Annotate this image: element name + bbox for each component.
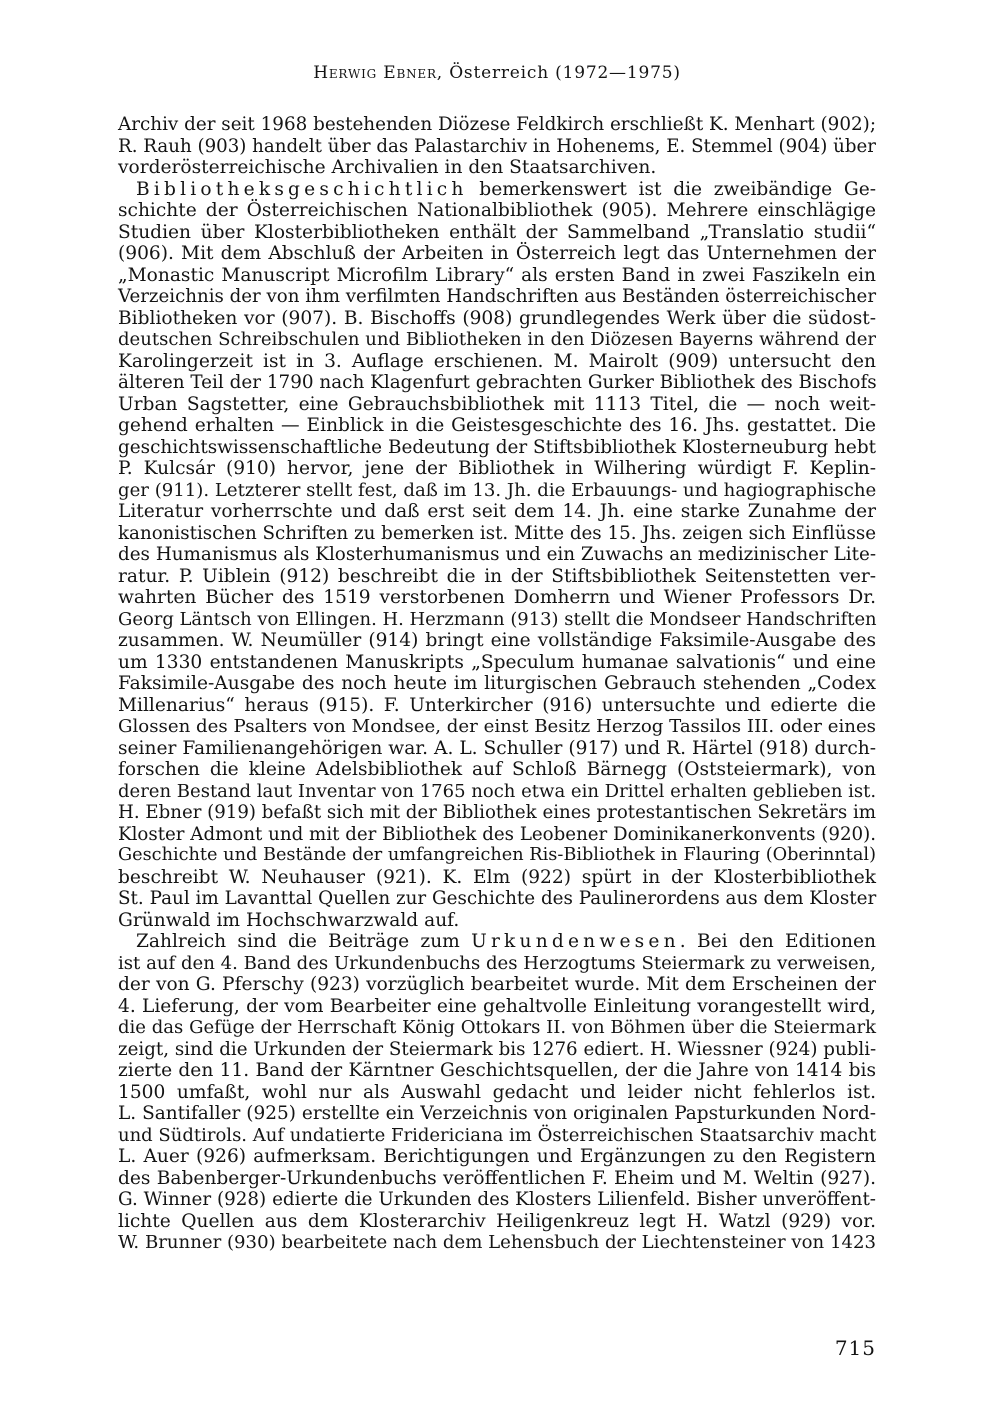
text-line: H. Ebner (919) befaßt sich mit der Bibliothek eines protestantischen Sekretärs im — [118, 802, 876, 823]
running-head-author: Herwig Ebner — [313, 63, 437, 83]
text-line: ist auf den 4. Band des Urkundenbuchs des Herzogtums Steiermark zu verweisen, — [118, 952, 876, 974]
text-line: die das Gefüge der Herrschaft König Ottokars II. von Böhmen über die Steiermark — [118, 1017, 876, 1038]
text-line: zusammen. W. Neumüller (914) bringt eine vollständige Faksimile-Ausgabe des — [118, 630, 876, 651]
text-line: um 1330 entstandenen Manuskripts „Speculum humanae salvationis“ und eine — [118, 651, 876, 673]
text-line: 1500 umfaßt, wohl nur als Auswahl gedacht und leider nicht fehlerlos ist. — [118, 1081, 876, 1103]
text-line: Urban Sagstetter, eine Gebrauchsbibliothek mit 1113 Titel, die — noch weit- — [118, 393, 876, 415]
text-line: deren Bestand laut Inventar von 1765 noch etwa ein Drittel erhalten geblieben ist. — [118, 780, 877, 802]
text-line: kanonistischen Schriften zu bemerken ist. Mitte des 15. Jhs. zeigen sich Einflüsse — [118, 522, 876, 544]
text-line: L. Auer (926) aufmerksam. Berichtigungen und Ergänzungen zu den Registern — [118, 1146, 876, 1167]
paragraph-archives — [118, 114, 876, 179]
paragraph-library-history — [118, 179, 876, 932]
running-head-title: , Österreich (1972—1975) — [436, 63, 681, 83]
text-line: (906). Mit dem Abschluß der Arbeiten in Österreich legt das Unternehmen der — [118, 243, 876, 264]
text-line: ratur. P. Uiblein (912) beschreibt die in der Stiftsbibliothek Seitenstetten ver- — [118, 565, 876, 587]
text-line: des Humanismus als Klosterhumanismus und ein Zuwachs an medizinischer Lite- — [118, 544, 876, 565]
text-line: des Babenberger-Urkundenbuchs veröffentlichen F. Eheim und M. Weltin (927). — [118, 1167, 876, 1189]
text-line: älteren Teil der 1790 nach Klagenfurt gebrachten Gurker Bibliothek des Bischofs — [118, 372, 877, 393]
text-line: und Südtirols. Auf undatierte Fridericiana im Österreichischen Staatsarchiv macht — [118, 1124, 877, 1146]
text-line: vorderösterreichische Archivalien in den Staatsarchiven. — [118, 157, 657, 178]
text-line: Studien über Klosterbibliotheken enthält der Sammelband „Translatio studii“ — [118, 221, 876, 243]
text-line: W. Brunner (930) bearbeitete nach dem Lehensbuch der Liechtensteiner von 1423 — [118, 1232, 876, 1253]
text-line: zeigt, sind die Urkunden der Steiermark bis 1276 ediert. H. Wiessner (924) publi- — [118, 1038, 877, 1060]
text-line: deutschen Schreibschulen und Bibliotheken in den Diözesen Bayerns während der — [118, 329, 876, 350]
text-line: L. Santifaller (925) erstellte ein Verzeichnis von originalen Papsturkunden Nord- — [118, 1103, 876, 1124]
text-line: Georg Läntsch von Ellingen. H. Herzmann (913) stellt die Mondseer Handschriften — [118, 608, 877, 630]
text-line: ger (911). Letzterer stellt fest, daß im 13. Jh. die Erbauungs- und hagiographische — [118, 479, 877, 501]
text-line: Bibliotheken vor (907). B. Bischoffs (908) grundlegendes Werk über die südost- — [118, 307, 876, 329]
text-line: Faksimile-Ausgabe des noch heute im liturgischen Gebrauch stehenden „Codex — [118, 673, 876, 694]
text-line: R. Rauh (903) handelt über das Palastarchiv in Hohenems, E. Stemmel (904) über — [118, 135, 876, 157]
text-line: geschichtswissenschaftliche Bedeutung der Stiftsbibliothek Klosterneuburg hebt — [118, 436, 876, 458]
page-number: 715 — [834, 1336, 876, 1360]
text-line: St. Paul im Lavanttal Quellen zur Geschichte des Paulinerordens aus dem Kloster — [118, 888, 877, 909]
running-head — [118, 63, 876, 83]
text-line: Karolingerzeit ist in 3. Auflage erschienen. M. Mairolt (909) untersucht den — [118, 350, 876, 372]
text-line: Zahlreich sind die Beiträge zum Urkundenwesen. Bei den Editionen — [136, 931, 876, 952]
spaced-keyword: Urkundenwesen — [471, 931, 680, 952]
text-line: Archiv der seit 1968 bestehenden Diözese Feldkirch erschließt K. Menhart (902); — [118, 114, 876, 135]
text-line: „Monastic Manuscript Microfilm Library“ als ersten Band in zwei Faszikeln ein — [118, 264, 876, 286]
text-line: Geschichte und Bestände der umfangreichen Ris-Bibliothek in Flauring (Oberinntal) — [118, 845, 876, 865]
text-line: 4. Lieferung, der vom Bearbeiter eine gehaltvolle Einleitung vorangestellt wird, — [118, 995, 876, 1017]
text-line: lichte Quellen aus dem Klosterarchiv Heiligenkreuz legt H. Watzl (929) vor. — [118, 1210, 876, 1232]
text-line: beschreibt W. Neuhauser (921). K. Elm (922) spürt in der Klosterbibliothek — [118, 866, 876, 888]
text-line: G. Winner (928) edierte die Urkunden des Klosters Lilienfeld. Bisher unveröffent- — [118, 1189, 876, 1210]
text-line: gehend erhalten — Einblick in die Geistesgeschichte des 16. Jhs. gestattet. Die — [118, 415, 876, 436]
text-line: der von G. Pferschy (923) vorzüglich bearbeitet wurde. Mit dem Erscheinen der — [118, 974, 876, 995]
text-line: Literatur vorherrschte und daß erst seit dem 14. Jh. eine starke Zunahme der — [118, 501, 876, 522]
text-line: Glossen des Psalters von Mondsee, der einst Besitz Herzog Tassilos III. oder eines — [118, 716, 876, 737]
text-line: Verzeichnis der von ihm verfilmten Handschriften aus Beständen österreichischer — [118, 286, 877, 307]
text-line: Grünwald im Hochschwarzwald auf. — [118, 909, 460, 931]
text-line: schichte der Österreichischen Nationalbibliothek (905). Mehrere einschlägige — [118, 200, 876, 221]
text-line: Millenarius“ heraus (915). F. Unterkircher (916) untersuchte und edierte die — [118, 694, 876, 716]
text-line: zierte den 11. Band der Kärntner Geschichtsquellen, der die Jahre von 1414 bis — [118, 1060, 876, 1081]
text-line: Kloster Admont und mit der Bibliothek des Leobener Dominikanerkonvents (920). — [118, 823, 876, 845]
paragraph-charters — [118, 931, 876, 1254]
text-line: seiner Familienangehörigen war. A. L. Schuller (917) und R. Härtel (918) durch- — [118, 737, 876, 759]
text-line: forschen die kleine Adelsbibliothek auf Schloß Bärnegg (Oststeiermark), von — [118, 759, 876, 780]
text-line: wahrten Bücher des 1519 verstorbenen Domherrn und Wiener Professors Dr. — [118, 587, 876, 608]
body-text — [118, 114, 876, 1254]
text-line: P. Kulcsár (910) hervor, jene der Bibliothek in Wilhering würdigt F. Keplin- — [118, 458, 876, 479]
spaced-keyword: Bibliotheksgeschichtlich — [136, 178, 468, 200]
text-line: Bibliotheksgeschichtlich bemerkenswert ist die zweibändige Ge- — [136, 178, 876, 200]
